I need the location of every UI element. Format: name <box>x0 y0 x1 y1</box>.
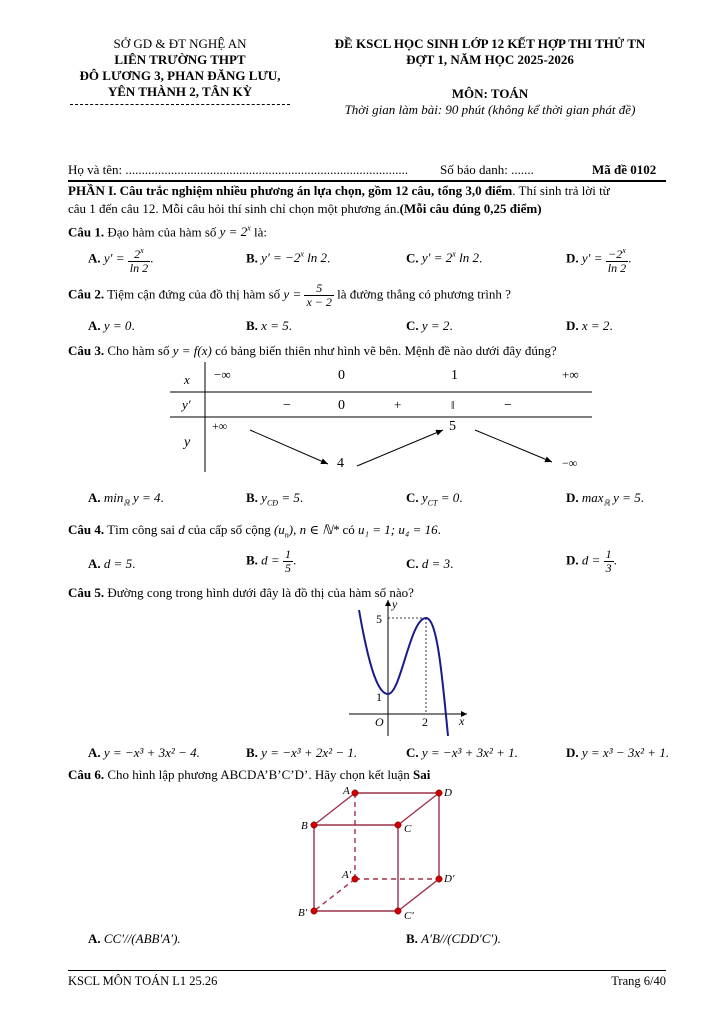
footer-rule <box>68 970 666 971</box>
q6-text: Cho hình lập phương ABCDA’B’C’D’. Hãy chọn kết luận <box>107 767 410 782</box>
q1-d-pre: y′ = <box>581 250 603 266</box>
label-Dp: D′ <box>444 873 455 885</box>
q1-stem <box>68 220 267 241</box>
origin-label: O <box>375 715 384 729</box>
label-C: C <box>404 823 412 835</box>
q3-option-a[interactable]: A. $\min_ℝ y = 4$. <box>88 490 164 508</box>
sign-3: − <box>504 398 512 413</box>
q4-text: Tìm công sai <box>107 522 176 537</box>
exam-code: Mã đề 0102 <box>592 162 657 177</box>
q1-a-fraction: $\frac{2^x}{\ln 2}$ <box>129 246 149 275</box>
q1-option-a[interactable]: A. y′ = $\frac{2^x}{\ln 2}$ . <box>88 246 154 275</box>
q4-option-d[interactable]: D. d = $\frac{1}{3}$ . <box>566 547 617 575</box>
x-val-minf: −∞ <box>214 367 231 382</box>
y-label: y <box>184 435 191 450</box>
exam-round: ĐỢT 1, NĂM HỌC 2025-2026 <box>406 52 574 67</box>
dept-name: SỞ GD & ĐT NGHỆ AN <box>113 36 247 51</box>
yprime-label: y′ <box>182 397 191 412</box>
name-field: Họ và tên: ....................................................................................... <box>68 162 409 177</box>
q2-label: Câu 2. <box>68 286 105 302</box>
school-list-1: ĐÔ LƯƠNG 3, PHAN ĐĂNG LƯU, <box>79 68 281 83</box>
x-val-0: 0 <box>338 368 345 383</box>
q3-label: Câu 3. <box>68 343 105 358</box>
q4-var: d <box>178 522 185 537</box>
q4-text2: của cấp số cộng <box>188 522 271 537</box>
sign-zero: 0 <box>338 398 345 413</box>
header-right <box>300 36 680 118</box>
q1-option-d[interactable]: D. y′ = $\frac{-2^x}{\ln 2}$ . <box>566 246 632 275</box>
q1-func-exp: x <box>247 224 251 233</box>
option-letter: B. <box>246 250 258 266</box>
tick-x2: 2 <box>422 715 428 729</box>
q6-bold-word: Sai <box>413 767 431 782</box>
y-val-5: 5 <box>449 419 456 434</box>
q6-option-a[interactable]: A. CC′//(ABB′A′). <box>88 931 181 946</box>
edge-AB <box>314 793 355 825</box>
student-info <box>68 162 668 180</box>
q6-option-b[interactable]: B. A′B//(CDD′C′). <box>406 931 501 946</box>
q3-option-d[interactable]: D. $\max_ℝ y = 5$. <box>566 490 644 508</box>
label-A: A <box>343 785 350 797</box>
q2-text: Tiệm cận đứng của đồ thị hàm số <box>107 286 281 302</box>
q4-text3: có <box>342 522 355 537</box>
q5-option-c[interactable]: C. y = −x³ + 3x² + 1. <box>406 745 518 760</box>
page-number: Trang 6/40 <box>611 974 666 988</box>
q3-option-c[interactable]: C. $y_{CT} = 0$. <box>406 490 463 508</box>
edge-DC <box>398 793 439 825</box>
cubic-graph <box>345 598 475 738</box>
vertex-Cp <box>395 908 401 914</box>
q3-text-post: có bảng biến thiên như hình vẽ bên. Mệnh đề nào dưới đây đúng? <box>215 343 557 358</box>
header-left <box>60 36 300 105</box>
q2-option-a[interactable]: A. y = 0. <box>88 318 135 333</box>
id-field: Số báo danh: ....... <box>440 162 534 177</box>
label-Ap: A′ <box>342 869 352 881</box>
q1-option-c[interactable]: C. $y' = 2^x$ ln 2. <box>406 250 483 266</box>
cubic-curve <box>359 610 448 736</box>
q1-text: Đạo hàm của hàm số <box>107 224 217 240</box>
part1-intro <box>68 182 668 218</box>
header-divider <box>70 104 290 105</box>
x-val-pinf: +∞ <box>562 367 579 382</box>
q3-option-b[interactable]: B. $y_{CĐ} = 5$. <box>246 490 304 508</box>
q4-stem: Câu 4. Tìm công sai d của cấp số cộng $(u_n)$, n ∈ ℕ* có u₁ = 1; u₄ = 16. <box>68 522 441 540</box>
q3-text-pre: Cho hàm số <box>107 343 170 358</box>
vertex-D <box>436 790 442 796</box>
q1-func: y = 2 <box>219 224 248 240</box>
q1-a-pre: y′ = <box>103 250 125 266</box>
footer-left: KSCL MÔN TOÁN L1 25.26 <box>68 974 218 988</box>
q1-option-b[interactable]: B. $y' = -2^x$ ln 2. <box>246 250 331 266</box>
y-val-pinf: +∞ <box>212 419 228 433</box>
label-B: B <box>301 820 308 832</box>
q3-stem <box>68 342 557 360</box>
option-letter: C. <box>406 250 419 266</box>
cube-figure <box>295 782 465 922</box>
y-val-4: 4 <box>337 456 344 471</box>
exam-time: Thời gian làm bài: 90 phút (không kể thời gian phát đề) <box>344 102 636 117</box>
q2-option-c[interactable]: C. y = 2. <box>406 318 453 333</box>
school-name: LIÊN TRƯỜNG THPT <box>114 52 246 67</box>
label-Cp: C′ <box>404 910 414 922</box>
sign-1: − <box>283 398 291 413</box>
q5-label: Câu 5. <box>68 585 105 600</box>
q4-option-b[interactable]: B. d = $\frac{1}{5}$ . <box>246 547 297 575</box>
vertex-Dp <box>436 876 442 882</box>
q2-tail: là đường thẳng có phương trình ? <box>337 286 511 302</box>
edge-CpDp <box>398 879 439 911</box>
q3-func: y = f(x) <box>172 343 212 358</box>
q2-stem <box>68 282 511 309</box>
arrow-up <box>357 430 443 466</box>
x-label: x <box>184 372 190 387</box>
option-letter: A. <box>88 250 101 266</box>
q4-option-a[interactable]: A. d = 5. <box>88 556 136 571</box>
y-val-minf: −∞ <box>562 456 578 470</box>
q5-option-b[interactable]: B. y = −x³ + 2x² − 1. <box>246 745 358 760</box>
subject: MÔN: TOÁN <box>451 86 529 101</box>
vertex-A <box>352 790 358 796</box>
part1-intro-text: . Thí sinh trả lời từ <box>512 183 610 198</box>
variation-table <box>170 362 595 474</box>
q4-given: u₁ = 1; u₄ = 16 <box>357 522 438 537</box>
q4-option-c[interactable]: C. d = 3. <box>406 556 454 571</box>
arrow-down-1 <box>250 430 328 464</box>
q5-option-a[interactable]: A. y = −x³ + 3x² − 4. <box>88 745 200 760</box>
x-axis-label: x <box>459 714 465 728</box>
part1-points: (Mỗi câu đúng 0,25 điểm) <box>399 201 542 216</box>
exam-title: ĐỀ KSCL HỌC SINH LỚP 12 KẾT HỢP THI THỬ TN <box>334 36 646 51</box>
q6-label: Câu 6. <box>68 767 105 782</box>
x-val-1: 1 <box>451 368 458 383</box>
q2-option-b[interactable]: B. x = 5. <box>246 318 292 333</box>
label-D: D <box>444 787 452 799</box>
part1-intro-line2: câu 1 đến câu 12. Mỗi câu hỏi thí sinh chỉ chọn một phương án. <box>68 201 400 216</box>
q2-fraction: $\frac{5}{x - 2}$ <box>306 281 332 309</box>
vertex-B <box>311 822 317 828</box>
school-list-2: YÊN THÀNH 2, TÂN KỲ <box>107 84 253 99</box>
y-axis-label: y <box>392 598 398 611</box>
part1-title: PHẦN I. Câu trắc nghiệm nhiều phương án lựa chọn, gồm 12 câu, tổng 3,0 điểm <box>68 183 513 198</box>
label-Bp: B′ <box>298 907 308 919</box>
q1-d-fraction: $\frac{-2^x}{\ln 2}$ <box>607 246 627 275</box>
q5-option-d[interactable]: D. y = x³ − 3x² + 1. <box>566 745 670 760</box>
sign-undefined: ‖ <box>451 398 455 412</box>
q5-text: Đường cong trong hình dưới đây là đồ thị của hàm số nào? <box>107 585 414 600</box>
arrow-down-2 <box>475 430 552 462</box>
tick-y5: 5 <box>376 612 382 626</box>
q2-option-d[interactable]: D. x = 2. <box>566 318 613 333</box>
q1-tail: là: <box>254 224 268 240</box>
q2-func: y = <box>283 286 302 302</box>
vertex-Ap <box>352 876 358 882</box>
tick-y1: 1 <box>376 690 382 704</box>
edge-ApBp-hidden <box>314 879 355 911</box>
q4-cond: n ∈ ℕ* <box>299 522 340 537</box>
q4-label: Câu 4. <box>68 522 105 537</box>
sign-2: + <box>394 397 402 412</box>
vertex-C <box>395 822 401 828</box>
q1-label: Câu 1. <box>68 224 105 240</box>
option-letter: D. <box>566 250 579 266</box>
vertex-Bp <box>311 908 317 914</box>
